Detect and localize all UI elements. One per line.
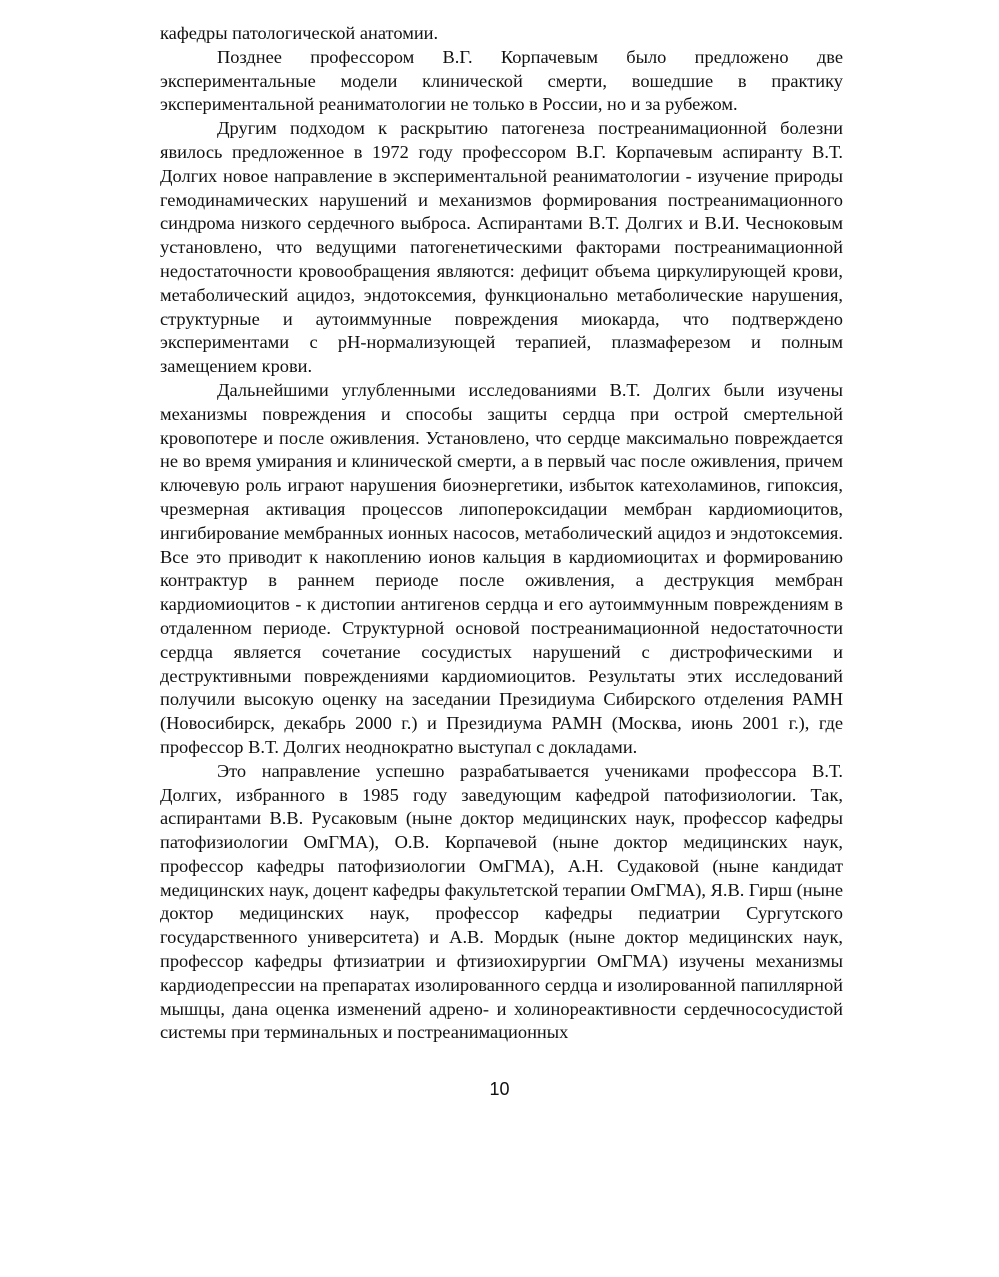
paragraph-korpachev-models: Позднее профессором В.Г. Корпачевым было предложено две экспериментальные модели клинической смерти, вошедшие в практику экспериментальной реаниматологии не только в России, но и за рубежом. (160, 46, 843, 115)
paragraph-students-research: Это направление успешно разрабатывается учениками профессора В.Т. Долгих, избранного в 1985 году заведующим кафедрой патофизиологии. Так, аспирантами В.В. Русаковым (ныне доктор медицинских наук, профессор кафедры патофизиологии ОмГМА), О.В. Корпачевой (ныне доктор медицинских наук, профессор кафедры патофизиологии ОмГМА), А.Н. Судаковой (ныне кандидат медицинских наук, доцент кафедры факультетской терапии ОмГМА), Я.В. Гирш (ныне доктор медицинских наук, профессор кафедры педиатрии Сургутского государственного университета) и А.В. Мордык (ныне доктор медицинских наук, профессор кафедры фтизиатрии и фтизиохирургии ОмГМА) изучены механизмы кардиодепрессии на препаратах изолированного сердца и изолированной папиллярной мышцы, дана оценка изменений адрено- и холинореактивности сердечнососудистой системы при терминальных и постреанимационных (160, 760, 843, 1043)
paragraph-heart-damage-research: Дальнейшими углубленными исследованиями В.Т. Долгих были изучены механизмы повреждения и способы защиты сердца при острой смертельной кровопотере и после оживления. Установлено, что сердце максимально повреждается не во время умирания и клинической смерти, а в первый час после оживления, причем ключевую роль играют нарушения биоэнергетики, избыток катехоламинов, гипоксия, чрезмерная активация процессов липопероксидации мембран кардиомиоцитов, ингибирование мембранных ионных насосов, метаболический ацидоз и эндотоксемия. Все это приводит к накоплению ионов кальция в кардиомиоцитах и формированию контрактур в раннем периоде после оживления, а деструкция мембран кардиомиоцитов - к дистопии антигенов сердца и его аутоиммунным повреждениям в отдаленном периоде. Структурной основой постреанимационной недостаточности сердца является сочетание сосудистых нарушений с дистрофическими и деструктивными повреждениями кардиомиоцитов. Результаты этих исследований получили высокую оценку на заседании Президиума Сибирского отделения РАМН (Новосибирск, декабрь 2000 г.) и Президиума РАМН (Москва, июнь 2001 г.), где профессор В.Т. Долгих неоднократно выступал с докладами. (160, 379, 843, 757)
page-body (160, 22, 843, 1045)
paragraph-continuation: кафедры патологической анатомии. (160, 23, 439, 43)
paragraph-pathogenesis-approach: Другим подходом к раскрытию патогенеза постреанимационной болезни явилось предложенное в 1972 году профессором В.Г. Корпачевым аспиранту В.Т. Долгих новое направление в экспериментальной реаниматологии - изучение природы гемодинамических нарушений и механизмов формирования постреанимационного синдрома низкого сердечного выброса. Аспирантами В.Т. Долгих и В.И. Чесноковым установлено, что ведущими патогенетическими факторами постреанимационной недостаточности кровообращения являются: дефицит объема циркулирующей крови, метаболический ацидоз, эндотоксемия, функционально метаболические нарушения, структурные и аутоиммунные повреждения миокарда, что подтверждено экспериментами с pH-нормализующей терапией, плазмаферезом и полным замещением крови. (160, 118, 843, 377)
page-number: 10 (489, 1079, 510, 1099)
